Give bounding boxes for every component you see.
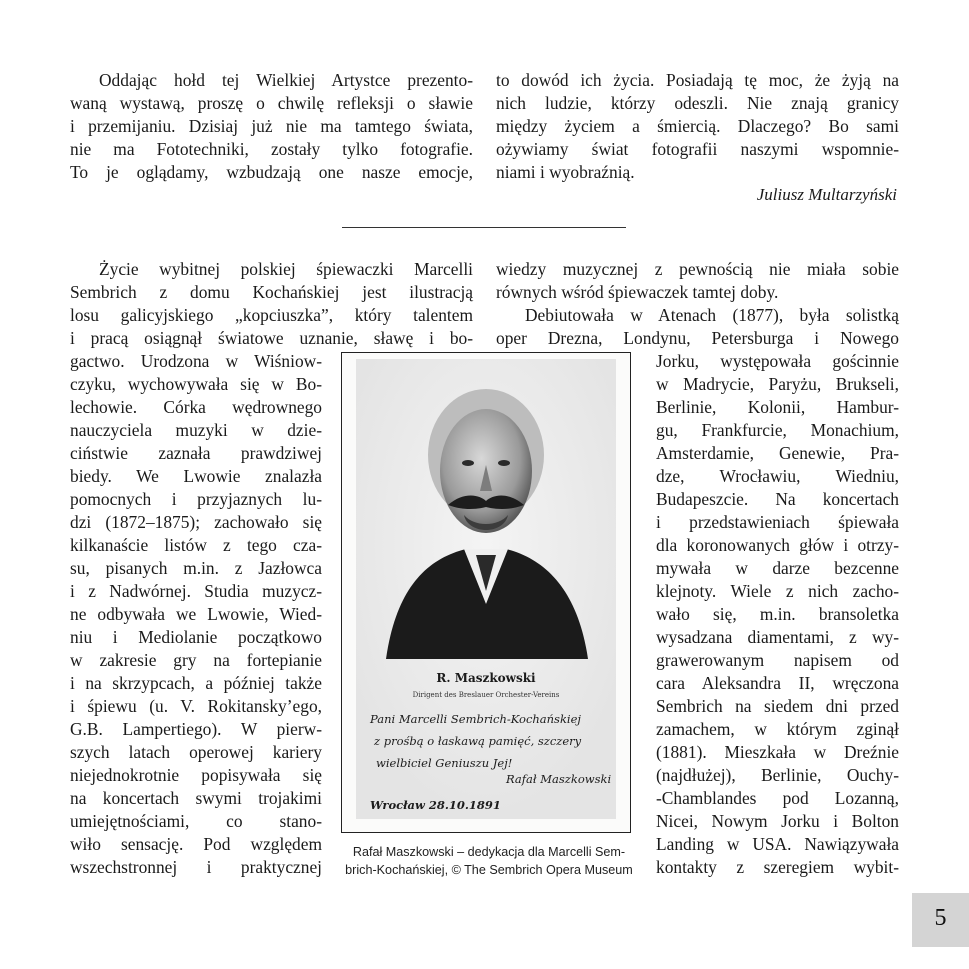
photo-caption-line: brich-Kochańskiej, © The Sembrich Opera Museum <box>345 863 633 877</box>
text-line: wiło sensację. Pod względem <box>70 834 322 854</box>
text-line: Budapeszcie. Na koncertach <box>656 489 899 509</box>
text-line: równych wśród śpiewaczek tamtej doby. <box>496 282 779 302</box>
text-line: i na skrzypcach, a później także <box>70 673 322 693</box>
text-line: gactwo. Urodzona w Wiśniow- <box>70 351 322 371</box>
text-line: na koncertach swymi trojakimi <box>70 788 322 808</box>
text-line: umiejętnościami, co stano- <box>70 811 322 831</box>
text-line: nauczyciela muzyki w dzie- <box>70 420 322 440</box>
text-line: i pracą osiągnął światowe uznanie, sławę i bo- <box>70 328 473 348</box>
text-line: Berlinie, Kolonii, Hambur- <box>656 397 899 417</box>
text-line: cara Aleksandra II, wręczona <box>656 673 899 693</box>
text-line: w Madrycie, Paryżu, Brukseli, <box>656 374 899 394</box>
text-line: nich ludzie, którzy odeszli. Nie znają granicy <box>496 93 899 113</box>
text-line: biedy. We Lwowie znalazła <box>70 466 322 486</box>
text-line: G.B. Lampertiego). W pierw- <box>70 719 322 739</box>
text-line: -Chamblandes pod Lozanną, <box>656 788 899 808</box>
text-line: klejnoty. Wiele z nich zacho- <box>656 581 899 601</box>
text-line: dla koronowanych głów i otrzy- <box>656 535 899 555</box>
text-line: wało się, m.in. bransoletka <box>656 604 899 624</box>
inscription-signature: Rafał Maszkowski <box>506 772 612 786</box>
text-line: kontakty z szeregiem wybit- <box>656 857 899 877</box>
portrait-illustration <box>356 359 616 819</box>
text-line: szych latach operowej kariery <box>70 742 322 762</box>
text-line: Amsterdamie, Genewie, Pra- <box>656 443 899 463</box>
text-line: wysadzana diamentami, z wy- <box>656 627 899 647</box>
text-line: waną wystawą, proszę o chwilę refleksji o sławie <box>70 93 473 113</box>
text-line: niu i Mediolanie początkowo <box>70 627 322 647</box>
text-line: (najdłużej), Berlinie, Ouchy- <box>656 765 899 785</box>
text-line: Nicei, Nowym Jorku i Bolton <box>656 811 899 831</box>
text-line: zamachem, w którym zginął <box>656 719 899 739</box>
text-line: pomocnych i przyjaznych lu- <box>70 489 322 509</box>
text-line: losu galicyjskiego „kopciuszka”, który talentem <box>70 305 473 325</box>
text-line: ne odbywała we Lwowie, Wied- <box>70 604 322 624</box>
text-line: mywała w darze bezcenne <box>656 558 899 578</box>
text-line: dzi (1872–1875); zachowało się <box>70 512 322 532</box>
text-line: i z Nadwórnej. Studia muzycz- <box>70 581 322 601</box>
text-line: wiedzy muzycznej z pewnością nie miała sobie <box>496 259 899 279</box>
text-line: Debiutowała w Atenach (1877), była solistką <box>525 305 899 325</box>
text-line: su, pisanych m.in. z Jazłowca <box>70 558 322 578</box>
text-line: ożywiamy świat fotografii naszymi wspomnie- <box>496 139 899 159</box>
card-name: R. Maszkowski <box>436 671 536 685</box>
text-line: To je oglądamy, wzbudzają one nasze emocje, <box>70 162 473 182</box>
page-number-box <box>912 893 969 947</box>
text-line: oper Drezna, Londynu, Petersburga i Nowego <box>496 328 899 348</box>
photo-card <box>356 359 616 819</box>
text-line: w zakresie gry na fortepianie <box>70 650 322 670</box>
photo-caption-line: Rafał Maszkowski – dedykacja dla Marcelli Sem- <box>352 845 626 859</box>
inscription-line: z prośbą o łaskawą pamięć, szczery <box>374 734 582 748</box>
dedication-photo <box>341 352 631 833</box>
inscription-line: Pani Marcelli Sembrich-Kochańskiej <box>370 712 581 726</box>
text-line: dze, Wrocławiu, Wiedniu, <box>656 466 899 486</box>
author-signature: Juliusz Multarzyński <box>756 185 897 204</box>
text-line: Jorku, występowała gościnnie <box>656 351 899 371</box>
inscription-date: Wrocław 28.10.1891 <box>370 798 501 812</box>
text-line: grawerowanym napisem od <box>656 650 899 670</box>
section-divider <box>342 227 626 228</box>
text-line: niejednokrotnie popisywała się <box>70 765 322 785</box>
text-line: nie ma Fototechniki, zostały tylko fotografie. <box>70 139 473 159</box>
text-line: i przemijaniu. Dzisiaj już nie ma tamtego świata, <box>70 116 473 136</box>
text-line: niami i wyobraźnią. <box>496 162 635 182</box>
text-line: Oddając hołd tej Wielkiej Artystce prezento- <box>99 70 473 90</box>
text-line: ciństwie zaznała prawdziwej <box>70 443 322 463</box>
text-line: Landing w USA. Nawiązywała <box>656 834 899 854</box>
text-line: między życiem a śmiercią. Dlaczego? Bo sami <box>496 116 899 136</box>
text-line: to dowód ich życia. Posiadają tę moc, że żyją na <box>496 70 899 90</box>
text-line: kilkanaście listów z tego cza- <box>70 535 322 555</box>
text-line: gu, Frankfurcie, Monachium, <box>656 420 899 440</box>
text-line: Sembrich z domu Kochańskiej jest ilustracją <box>70 282 473 302</box>
page-number: 5 <box>934 905 947 931</box>
card-title: Dirigent des Breslauer Orchester-Vereins <box>412 691 560 699</box>
text-line: czyku, wychowywała się w Bo- <box>70 374 322 394</box>
text-line: (1881). Mieszkała w Dreźnie <box>656 742 899 762</box>
text-line: i przedstawieniach śpiewała <box>656 512 899 532</box>
text-line: lechowie. Córka wędrownego <box>70 397 322 417</box>
text-line: Sembrich na siedem dni przed <box>656 696 899 716</box>
text-line: Życie wybitnej polskiej śpiewaczki Marcelli <box>99 259 473 279</box>
inscription-line: wielbiciel Geniuszu Jej! <box>376 756 513 770</box>
text-line: wszechstronnej i praktycznej <box>70 857 322 877</box>
text-line: i śpiewu (u. V. Rokitansky’ego, <box>70 696 322 716</box>
